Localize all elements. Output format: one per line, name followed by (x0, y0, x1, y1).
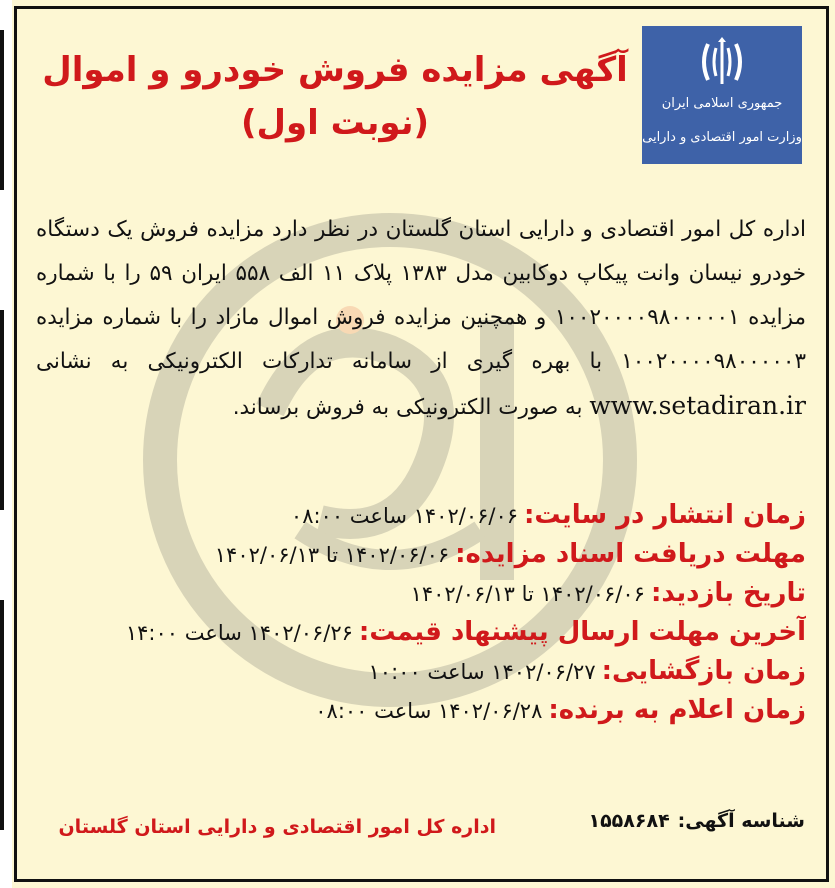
schedule-item-visit (36, 574, 806, 613)
announcement-id-value: ۱۵۵۸۶۸۴ (588, 810, 670, 832)
iran-emblem-icon (694, 34, 750, 90)
body-text-part1: اداره کل امور اقتصادی و دارایی استان گلستان در نظر دارد مزایده فروش یک دستگاه خودرو نیسان وانت پیکاپ دوکابین مدل ۱۳۸۳ پلاک ۱۱ الف ۵۵۸ ایران ۵۹ را با شماره مزایده ۱۰۰۲۰۰۰۰۹۸۰۰۰۰۰۱ و همچنین مزایده فروش اموال مازاد را با شماره مزایده ۱۰۰۲۰۰۰۰۹۸۰۰۰۰۰۳ با بهره گیری از سامانه تدارکات الکترونیکی به نشانی (36, 217, 806, 374)
left-edge-strip (0, 0, 12, 888)
announcement-id (588, 810, 805, 832)
schedule-label: آخرین مهلت ارسال پیشنهاد قیمت: (358, 617, 806, 647)
schedule-item-documents (36, 535, 806, 574)
schedule-label: زمان انتشار در سایت: (524, 500, 806, 530)
schedule-value: ۱۴۰۲/۰۶/۰۶ ساعت ۰۸:۰۰ (290, 504, 519, 528)
schedule-value: ۱۴۰۲/۰۶/۲۶ ساعت ۱۴:۰۰ (125, 621, 353, 645)
issuing-organization: اداره کل امور اقتصادی و دارایی استان گلستان (58, 816, 496, 838)
website-link[interactable]: www.setadiran.ir (589, 391, 806, 420)
schedule-value: ۱۴۰۲/۰۶/۰۶ تا ۱۴۰۲/۰۶/۱۳ (214, 543, 450, 567)
schedule-item-bid-deadline (36, 613, 806, 652)
schedule-label: مهلت دریافت اسناد مزایده: (455, 539, 806, 569)
schedule-value: ۱۴۰۲/۰۶/۲۸ ساعت ۰۸:۰۰ (315, 699, 543, 723)
edge-mark (0, 600, 4, 830)
schedule-item-publish (36, 496, 806, 535)
edge-mark (0, 310, 4, 510)
schedule-label: زمان بازگشایی: (601, 656, 806, 686)
schedule-item-opening (36, 652, 806, 691)
announcement-body (36, 208, 806, 430)
schedule-label: زمان اعلام به برنده: (548, 695, 806, 725)
schedule-item-winner (36, 691, 806, 730)
schedule-list (36, 496, 806, 730)
schedule-value: ۱۴۰۲/۰۶/۰۶ تا ۱۴۰۲/۰۶/۱۳ (410, 582, 645, 606)
ministry-logo (642, 26, 802, 164)
edge-mark (0, 30, 4, 190)
schedule-value: ۱۴۰۲/۰۶/۲۷ ساعت ۱۰:۰۰ (368, 660, 596, 684)
announcement-id-label: شناسه آگهی: (677, 810, 805, 832)
logo-country-text: جمهوری اسلامی ایران (661, 96, 783, 111)
schedule-label: تاریخ بازدید: (650, 578, 806, 608)
logo-ministry-text: وزارت امور اقتصادی و دارایی (642, 130, 802, 145)
announcement-title: آگهی مزایده فروش خودرو و اموال (نوبت اول) (42, 50, 628, 143)
body-text-part2: به صورت الکترونیکی به فروش برساند. (232, 395, 583, 420)
